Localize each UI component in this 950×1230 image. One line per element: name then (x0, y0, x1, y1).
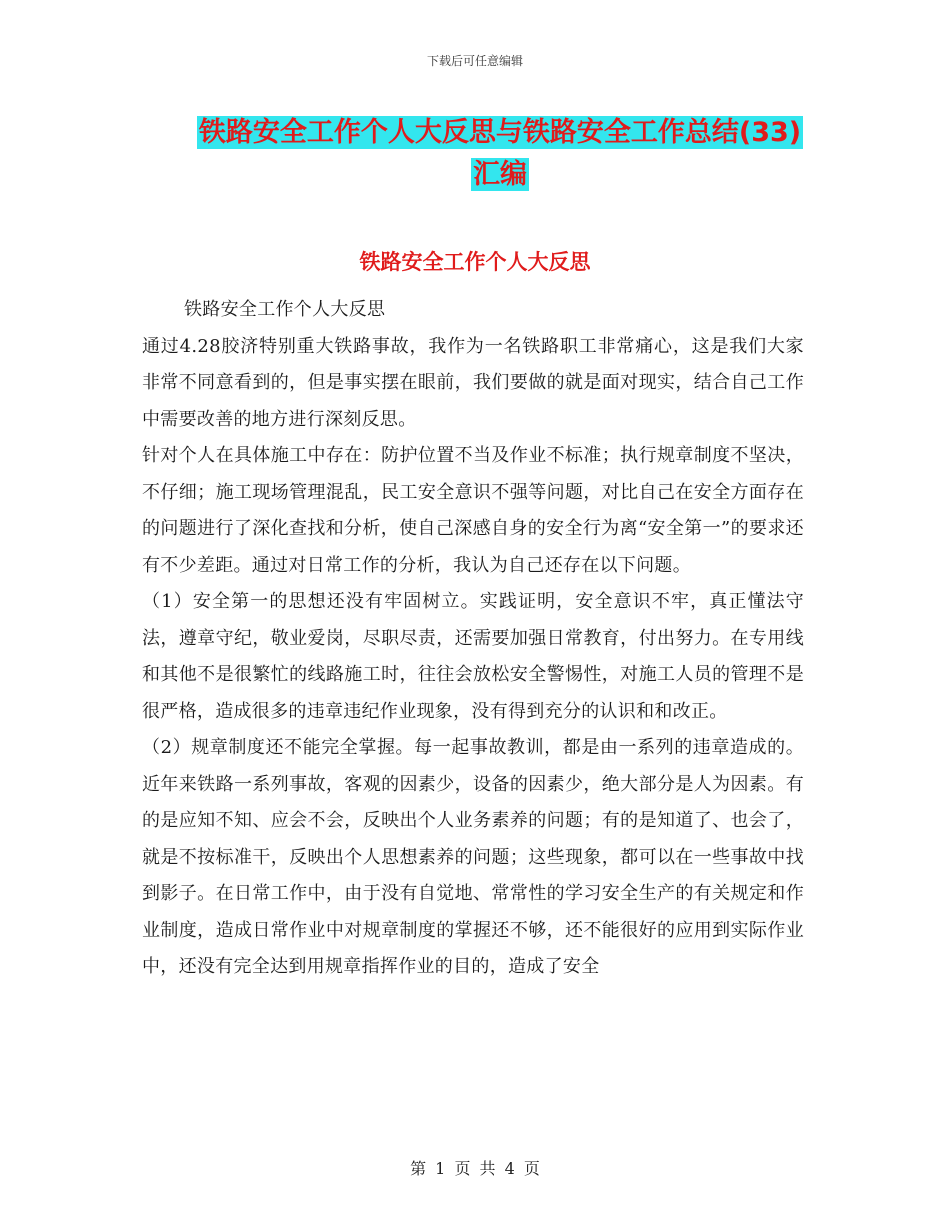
document-title (190, 112, 810, 196)
document-body (142, 292, 804, 986)
body-paragraph: （2）规章制度还不能完全掌握。每一起事故教训，都是由一系列的违章造成的。近年来铁路一系列事故，客观的因素少，设备的因素少，绝大部分是人为因素。有的是应知不知、应会不会，反映出个人业务素养的问题；有的是知道了、也会了，就是不按标准干，反映出个人思想素养的问题；这些现象，都可以在一些事故中找到影子。在日常工作中，由于没有自觉地、常常性的学习安全生产的有关规定和作业制度，造成日常作业中对规章制度的掌握还不够，还不能很好的应用到实际作业中，还没有完全达到用规章指挥作业的目的，造成了安全 (142, 737, 804, 977)
page-header: 下载后可任意编辑 (426, 54, 523, 68)
section-title: 铁路安全工作个人大反思 (359, 250, 591, 274)
body-paragraph: （1）安全第一的思想还没有牢固树立。实践证明，安全意识不牢，真正懂法守法，遵章守纪，敬业爱岗，尽职尽责，还需要加强日常教育，付出努力。在专用线和其他不是很繁忙的线路施工时，往往会放松安全警惕性，对施工人员的管理不是很严格，造成很多的违章违纪作业现象，没有得到充分的认识和和改正。 (142, 591, 804, 722)
document-title-text: 铁路安全工作个人大反思与铁路安全工作总结(33)汇编 (198, 117, 802, 190)
body-paragraph-heading: 铁路安全工作个人大反思 (184, 299, 386, 320)
body-paragraph: 针对个人在具体施工中存在：防护位置不当及作业不标准；执行规章制度不坚决，不仔细；施工现场管理混乱，民工安全意识不强等问题，对比自己在安全方面存在的问题进行了深化查找和分析，使自己深感自身的安全行为离“安全第一”的要求还有不少差距。通过对日常工作的分析，我认为自己还存在以下问题。 (142, 445, 804, 576)
body-paragraph: 通过4.28胶济特别重大铁路事故，我作为一名铁路职工非常痛心，这是我们大家非常不同意看到的，但是事实摆在眼前，我们要做的就是面对现实，结合自己工作中需要改善的地方进行深刻反思。 (142, 335, 804, 430)
page-footer: 第 1 页 共 4 页 (410, 1159, 540, 1178)
